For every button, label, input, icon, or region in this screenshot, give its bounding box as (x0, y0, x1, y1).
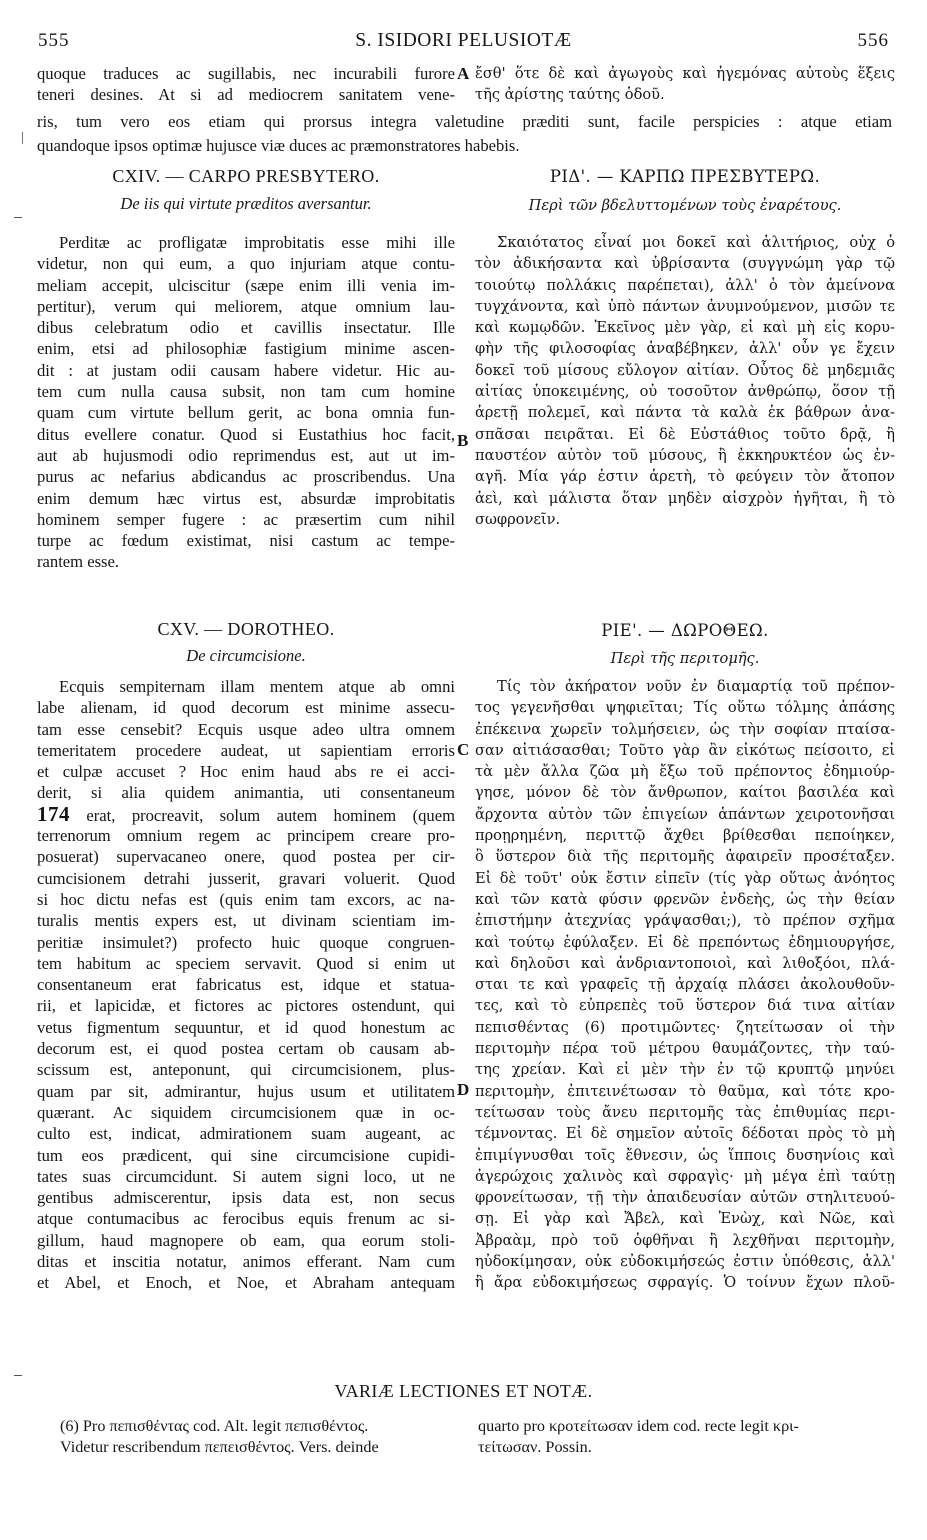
text-line: ἐπιμίγνυσθαι τοῖς ἔθνεσιν, ὡς ἵπποις δυσηνίοις καὶ (475, 1146, 895, 1164)
text-line-with-margin-number (37, 801, 455, 826)
text-line: τοιούτῳ πολλάκις παρέπεται), ἀλλ' ὁ τὸν ἀμείνονα (475, 276, 895, 294)
text-line: tum eos prædicent, qui sine circumcisione cupidi- (37, 1145, 455, 1165)
text-line: pertitur), verum qui meliorem, atque omnium lau- (37, 296, 455, 316)
text-line: gentibus admiscerentur, ipsis data est, non secus (37, 1188, 455, 1208)
text-line: turalis mentis expers est, ut divinam scientiam im- (37, 911, 455, 931)
text-line: meliam accepit, ulciscitur (sæpe enim illi venia im- (37, 275, 455, 295)
text-line: aut ab hujusmodi odio reprimendus est, aut ut im- (37, 445, 455, 465)
text-line: προῃρημένη, περιττῷ ἄχθει βρίθεσθαι πεποίηκεν, (475, 827, 895, 845)
text-line: πεπισθέντας (6) προτιμῶντες· ζητείτωσαν οἱ τὴν (475, 1018, 895, 1036)
text-line: erat, procreavit, solum autem hominem (quem (86, 805, 455, 825)
text-line: καὶ δηλοῦσι καὶ ἀνδριαντοποιοὶ, καὶ λιθοξόοι, πλά- (475, 954, 895, 972)
text-line: τείτωσαν τοὺς ἄνευ περιτομῆς τὰς ἐπιθυμίας περι- (475, 1103, 895, 1121)
margin-page-number: 174 (37, 801, 70, 826)
text-line: teneri desines. At si ad mediocrem sanitatem vene- (37, 85, 455, 105)
text-line: φρονείτωσαν, τῇ τὴν ἀπαιδευσίαν αὐτῶν στηλιτευού- (475, 1189, 895, 1207)
letter114-latin-title: CXIV. — CARPO PRESBYTERO. (112, 166, 380, 186)
text-line: σται τε καὶ γραφεῖς τῇ ἀρχαίᾳ πλάσει ἀκολουθοῦν- (475, 976, 895, 994)
margin-tick (14, 217, 22, 218)
letter115-greek-subtitle: Περὶ τῆς περιτομῆς. (610, 650, 760, 667)
text-line: videtur, non qui eum, a quo injuriam atque contu- (37, 254, 455, 274)
notes-right (478, 1416, 898, 1458)
text-line: ἐπέκεινα χωρεῖν τολμήσειεν, ὡς τὴν σοφίαν πταίσα- (475, 720, 895, 738)
running-title: S. ISIDORI PELUSIOTÆ (355, 30, 572, 51)
text-line: σῃ. Εἰ γὰρ καὶ Ἄβελ, καὶ Ἐνὼχ, καὶ Νῶε, καὶ (475, 1210, 895, 1228)
text-line: τὸν ἀδικήσαντα καὶ ὑβρίσαντα (συγγνώμη γὰρ τῷ (475, 255, 895, 273)
text-line: quandoque ipsos optimæ hujusce viæ duces ac præmonstratores habebis. (37, 135, 520, 155)
text-line: tem cum nulla causa subsit, non tam cum homine (37, 382, 455, 402)
text-line: αγῆ. Μία γάρ ἐστιν ἀρετὴ, τὸ φεύγειν τὸν ἄτοπον (475, 468, 895, 486)
text-line: tem habitum ac speciem servavit. Quod si enim ut (37, 953, 455, 973)
text-line: vetus figmentum sequuntur, et id quod honestum ac (37, 1017, 455, 1037)
text-line: Τίς τὸν ἀκήρατον νοῦν ἐν διαμαρτίᾳ τοῦ πρέπον- (497, 678, 895, 695)
text-line: enim demum hæc virtus est, absurdæ improbitatis (37, 488, 455, 508)
text-line: της χρείαν. Καὶ εἰ μὲν τὴν ἐν τῷ κρυπτῷ μηνύει (475, 1061, 895, 1079)
text-line: σωφρονεῖν. (475, 510, 561, 528)
text-line: et culpæ accuset ? Hoc enim haud abs re ei acci- (37, 762, 455, 782)
text-line: ditus evellere conatur. Quod si Eustathius hoc facit, (37, 424, 455, 444)
text-line: purus ac nefarius abdicandus ac proscribendus. Una (37, 467, 455, 487)
section-marker-c: C (457, 740, 470, 759)
section-marker-b: B (457, 431, 469, 450)
text-line: turpe ac fœdum existimat, nisi castum ac tempe- (37, 531, 455, 551)
text-line: terrenorum omnium regem ac principem creare pro- (37, 826, 455, 846)
text-line: αἰτίας ὑποκειμένης, οὐ τοσοῦτον ἀνθρώπῳ, ὅσον τῇ (475, 383, 895, 401)
text-line: ris, tum vero eos etiam qui prorsus integra valetudine præditi sunt, facile perspicies : atque etiam (37, 112, 892, 131)
letter115-latin-text (37, 676, 455, 1294)
text-line: τέμνοντας. Εἰ δὲ σημεῖον αὐτοῖς δέδοται πρὸς τὸ μὴ (475, 1125, 895, 1143)
intro-latin (37, 63, 455, 106)
text-line: περιτομὴν πέρα τοῦ μέτρου θαυμάζοντες, τὴν ταύ- (475, 1040, 895, 1058)
text-line: Εἰ δὲ τοῦτ' οὐκ ἔστιν εἰπεῖν (τίς γὰρ οὕτως ἀνόητος (475, 869, 895, 887)
margin-tick (14, 1375, 22, 1376)
margin-mark (22, 132, 23, 144)
text-line: φὴν τῆς φιλοσοφίας ἀναβέβηκεν, ἀλλ' οὖν γε ἔχειν (475, 340, 895, 358)
note-line: quarto pro κροτείτωσαν idem cod. recte legit κρι- (478, 1417, 799, 1435)
text-line: ἢ ἄρα εὐδοκιμήσεως σφραγίς. Ὁ τοίνυν ἔχων πλοῦ- (475, 1274, 895, 1292)
text-line: dit : at justam odii causam habere videtur. Hic au- (37, 360, 455, 380)
text-line: τῆς ἀρίστης ταύτης ὁδοῦ. (475, 86, 665, 104)
note-line: (6) Pro πεπισθέντας cod. Alt. legit πεπισθέντος. (60, 1417, 369, 1435)
text-line: peritiæ insimulet?) profecto huic quoque congruen- (37, 932, 455, 952)
text-line: τος γεγενῆσθαι ψηφιεῖται; Τίς οὕτω τόλμης ἁπάσης (475, 699, 895, 717)
letter115-latin-title: CXV. — DOROTHEO. (157, 619, 335, 639)
text-line: Ἀβραὰμ, πρὸ τοῦ ὀφθῆναι ἢ λεχθῆναι περιτομὴν, (475, 1231, 895, 1249)
text-line: ἔσθ' ὅτε δὲ καὶ ἀγωγοὺς καὶ ἡγεμόνας αὐτοὺς ἕξεις (475, 65, 895, 82)
text-line: τες, καὶ τὸ εὐπρεπὲς τοῦ ὕστερον διά τινα αἰτίαν (475, 997, 895, 1015)
letter114-greek-title: ΡΙΔ'. — ΚΑΡΠΩ ΠΡΕΣΒΥΤΕΡΩ. (549, 167, 821, 186)
section-marker-a: A (457, 64, 470, 83)
letter115-greek-text (475, 676, 895, 1294)
text-line: temeritatem procedere audeat, ut sapientiam erroris (37, 740, 455, 760)
text-line: tates suas circumcidunt. Si autem signi loco, ut ne (37, 1166, 455, 1186)
text-line: scissum est, anteponunt, qui circumcisionem, plus- (37, 1060, 455, 1080)
text-line: quoque traduces ac sugillabis, nec incurabili furore (37, 64, 455, 83)
text-line: καὶ τῶν κατὰ φύσιν φρενῶν ἐνδεὴς, ὡς τὴν θείαν (475, 890, 895, 908)
text-line: hominem semper fugere : ac præsertim cum nihil (37, 509, 455, 529)
text-line: cumcisionem detrahi jusserit, gravari voluerit. Quod (37, 868, 455, 888)
text-line: enim, etsi ad philosophiæ fastigium minime ascen- (37, 339, 455, 359)
text-line: ὃ ὕστερον διὰ τῆς περιτομῆς ἀφαιρεῖν προσέταξεν. (475, 848, 895, 866)
text-line: labe alienam, id quod decorum est minime assecu- (37, 698, 455, 718)
text-line: gillum, haud magnopere ob eam, qua eorum stoli- (37, 1230, 455, 1250)
text-line: καὶ κωμῳδῶν. Ἐκεῖνος μὲν γὰρ, εἰ καὶ μὴ εἰς κορυ- (475, 319, 895, 337)
text-line: καὶ τούτῳ ἐφύλαξεν. Εἰ δὲ πρεπόντως ἐδημιουργήσε, (475, 933, 895, 951)
letter114-greek-subtitle: Περὶ τῶν βδελυττομένων τοὺς ἐναρέτους. (528, 197, 842, 214)
note-line: τείτωσαν. Possin. (478, 1438, 592, 1456)
text-line: quam par sit, admirantur, hujus usum et utilitatem (37, 1081, 455, 1101)
notes-left (60, 1416, 460, 1458)
text-line: ditas et inscitia notatur, animos efferant. Nam cum (37, 1252, 455, 1272)
text-line: dibus celebratum odio et cavillis insectatur. Ille (37, 318, 455, 338)
text-line: ἀεὶ, καὶ μάλιστα ὅταν μηδὲν αἰσχρὸν ἡγῆται, ἢ τὸ (475, 489, 895, 507)
intro-full-width (37, 110, 892, 157)
text-line: παυστέον αὐτὸν τοῦ μύσους, ἢ ἐκκηρυκτέον ὡς ἐν- (475, 446, 895, 464)
page-number-left: 555 (38, 30, 70, 51)
text-line: tam esse censebit? Ecquis usque adeo ultra omnem (37, 719, 455, 739)
text-line: γησε, μόνον δὲ τὸν ἄνθρωπον, καίτοι βασιλέα καὶ (475, 784, 895, 802)
text-line: ἐπιστήμην ἀτεχνίας γράψασθαι;), τὸ πρέπον σχῆμα (475, 912, 895, 930)
text-line: Σκαιότατος εἶναί μοι δοκεῖ καὶ ἀλιτήριος, οὐχ ὁ (497, 234, 895, 251)
text-line: et Abel, et Enoch, et Noe, et Abraham antequam (37, 1273, 455, 1293)
letter114-latin-subtitle: De iis qui virtute præditos aversantur. (120, 194, 372, 213)
text-line: posuerat) supervacaneo onere, quod postea per cir- (37, 847, 455, 867)
text-line: ηὐδοκίμησαν, οὐκ εὐδοκιμήσεώς ἐστιν ὑπόθεσις, ἀλλ' (475, 1253, 895, 1271)
text-line: atque contumacibus ac ferocibus equis frenum ac si- (37, 1209, 455, 1229)
text-line: rii, et lapicidæ, et fictores ac pictores ostendunt, qui (37, 996, 455, 1016)
section-marker-d: D (457, 1080, 470, 1099)
text-line: quam cum virtute bellum gerit, ac bona omnia fun- (37, 403, 455, 423)
text-line: σαν αἰτιάσασθαι; Τοῦτο γὰρ ἂν εἰκότως πείσοιτο, εἰ (475, 741, 895, 759)
text-line: ἀγερώχοις χαλινὸς καὶ σφραγὶς· μὴ μέγα ἐπὶ ταύτῃ (475, 1167, 895, 1185)
text-line: derit, si alia quidem animantia, uti consentaneum (37, 783, 455, 803)
letter115-greek-title: ΡΙΕ'. — ΔΩΡΟΘΕΩ. (601, 621, 769, 640)
running-header (38, 30, 889, 56)
text-line: si hoc dictu nefas est (quis enim tam excors, ac na- (37, 889, 455, 909)
text-line: Ecquis sempiternam illam mentem atque ab omni (59, 677, 455, 696)
text-line: quærant. Ac siquidem circumcisionem quæ in oc- (37, 1102, 455, 1122)
text-line: decorum est, ei quod postea certam ob causam ab- (37, 1039, 455, 1059)
text-line: τὰ μὲν ἄλλα ζῶα μὴ ἔξω τοῦ πρέποντος ἐδημιούρ- (475, 763, 895, 781)
text-line: culto est, indicat, admirationem suam augeant, ac (37, 1124, 455, 1144)
text-line: δοκεῖ τοῦ μίσους εὔλογον αἰτίαν. Οὗτος δὲ μηδεμιᾶς (475, 361, 895, 379)
text-line: ἄρχοντα αὐτὸν τῶν ἐπιγείων ἁπάντων χειροτονῆσαι (475, 805, 895, 823)
text-line: consentaneum erat fabricatus est, idque et statua- (37, 975, 455, 995)
page-number-right: 556 (857, 30, 889, 51)
letter115-latin-subtitle: De circumcisione. (186, 646, 306, 665)
text-line: ἀρετῇ πολεμεῖ, καὶ πάντα τὰ καλὰ ἐκ βάθρων ἀνα- (475, 404, 895, 422)
intro-greek (475, 63, 895, 106)
text-line: περιτομὴν, ἐπιτεινέτωσαν τὸ θαῦμα, καὶ τότε κρο- (475, 1082, 895, 1100)
letter114-greek-text (475, 232, 895, 530)
notes-title: VARIÆ LECTIONES ET NOTÆ. (334, 1381, 593, 1401)
text-line: σπᾶσαι πειρᾶται. Εἰ δὲ Εὐστάθιος τοῦτο δρᾷ, ἢ (475, 425, 895, 443)
text-line: Perditæ ac profligatæ improbitatis esse mihi ille (59, 233, 455, 252)
text-line: τυγχάνοντα, καὶ ὑπὸ πάντων ἀνυμνούμενον, μισῶν τε (475, 297, 895, 315)
note-line: Videtur rescribendum πεπεισθέντος. Vers. deinde (60, 1438, 379, 1456)
letter114-latin-text (37, 232, 455, 573)
text-line: rantem esse. (37, 552, 120, 572)
